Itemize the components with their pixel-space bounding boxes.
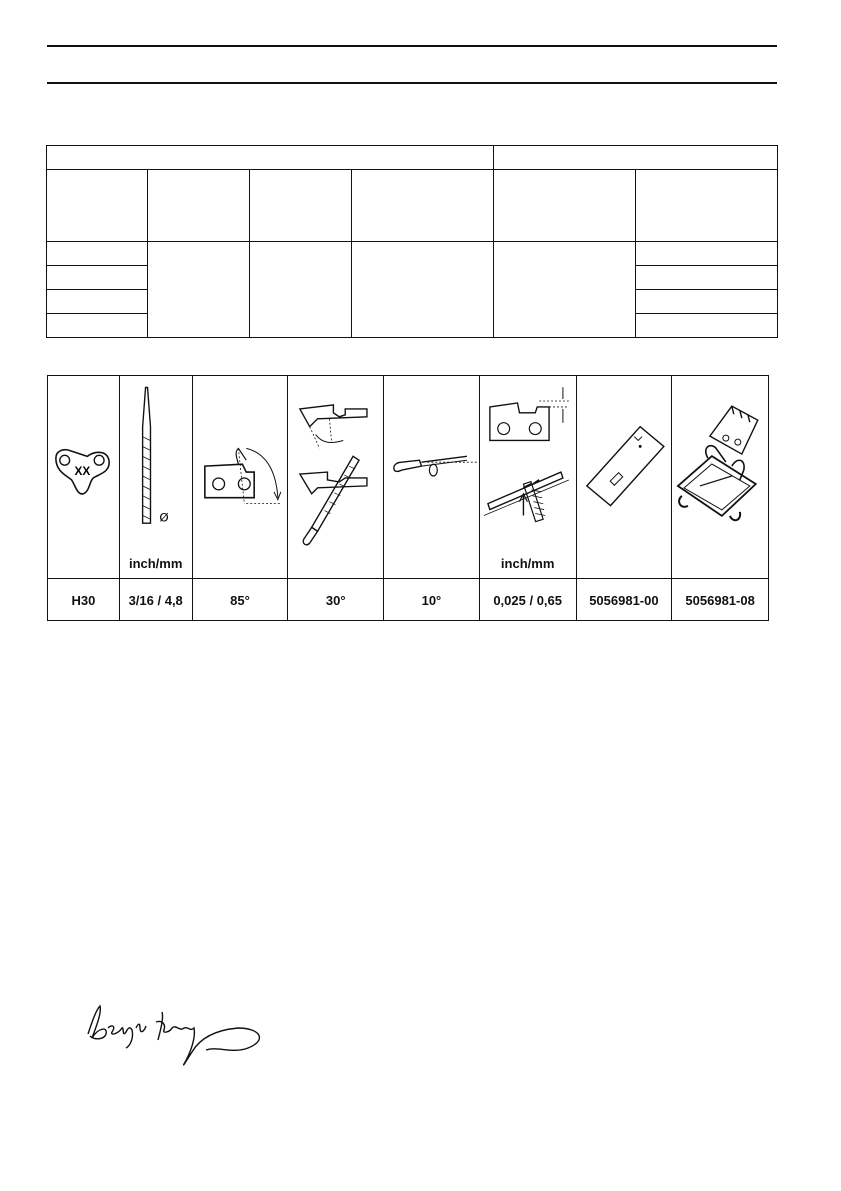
spec-cell xyxy=(47,266,148,290)
tool-column-file xyxy=(120,376,193,620)
tool-unit: inch/mm xyxy=(500,556,555,571)
tool-value: 10° xyxy=(384,578,479,622)
tool-unit: inch/mm xyxy=(128,556,183,571)
depth-gauge-tool-icon xyxy=(577,376,672,578)
signature xyxy=(78,998,268,1073)
header-rule-bottom xyxy=(47,82,777,84)
tool-value: H30 xyxy=(48,578,119,622)
spec-cell xyxy=(47,290,148,314)
spec-cell xyxy=(47,314,148,338)
spec-cell xyxy=(47,242,148,266)
spec-column-header xyxy=(636,170,778,242)
chain-link-icon xyxy=(48,376,119,578)
spec-column-header xyxy=(494,170,636,242)
tool-column-chain xyxy=(48,376,120,620)
tool-value: 5056981-08 xyxy=(672,578,768,622)
tool-value: 0,025 / 0,65 xyxy=(480,578,576,622)
tool-column-top-angle xyxy=(193,376,289,620)
tool-value: 5056981-00 xyxy=(577,578,672,622)
depth-gauge-icon xyxy=(480,376,576,578)
tool-column-gauge-tool xyxy=(577,376,673,620)
spec-cell-merged xyxy=(494,242,636,338)
tool-column-depth-gauge xyxy=(480,376,577,620)
spec-cell xyxy=(636,314,778,338)
spec-column-header xyxy=(47,170,148,242)
spec-column-header xyxy=(352,170,494,242)
file-holder-icon xyxy=(672,376,768,578)
spec-cell-merged xyxy=(148,242,250,338)
spec-column-header xyxy=(250,170,352,242)
tool-column-file-holder xyxy=(672,376,768,620)
tool-value: 85° xyxy=(193,578,288,622)
spec-header-group-right xyxy=(494,146,778,170)
sharpening-tools-table xyxy=(47,375,769,621)
spec-column-header xyxy=(148,170,250,242)
file-tilt-icon xyxy=(384,376,479,578)
spec-cell-merged xyxy=(352,242,494,338)
spec-cell xyxy=(636,290,778,314)
spec-cell xyxy=(636,266,778,290)
tool-value: 3/16 / 4,8 xyxy=(120,578,192,622)
spec-header-group-left xyxy=(47,146,494,170)
round-file-icon xyxy=(120,376,192,578)
filing-angle-icon xyxy=(288,376,383,578)
link-marking: XX xyxy=(74,465,91,479)
spec-cell-merged xyxy=(250,242,352,338)
svg-text:Ø: Ø xyxy=(159,510,169,525)
tool-column-file-tilt xyxy=(384,376,480,620)
header-rule-top xyxy=(47,45,777,47)
spec-cell xyxy=(636,242,778,266)
tool-column-filing-angle xyxy=(288,376,384,620)
tool-value: 30° xyxy=(288,578,383,622)
specification-table xyxy=(46,145,778,338)
cutter-top-angle-icon xyxy=(193,376,288,578)
